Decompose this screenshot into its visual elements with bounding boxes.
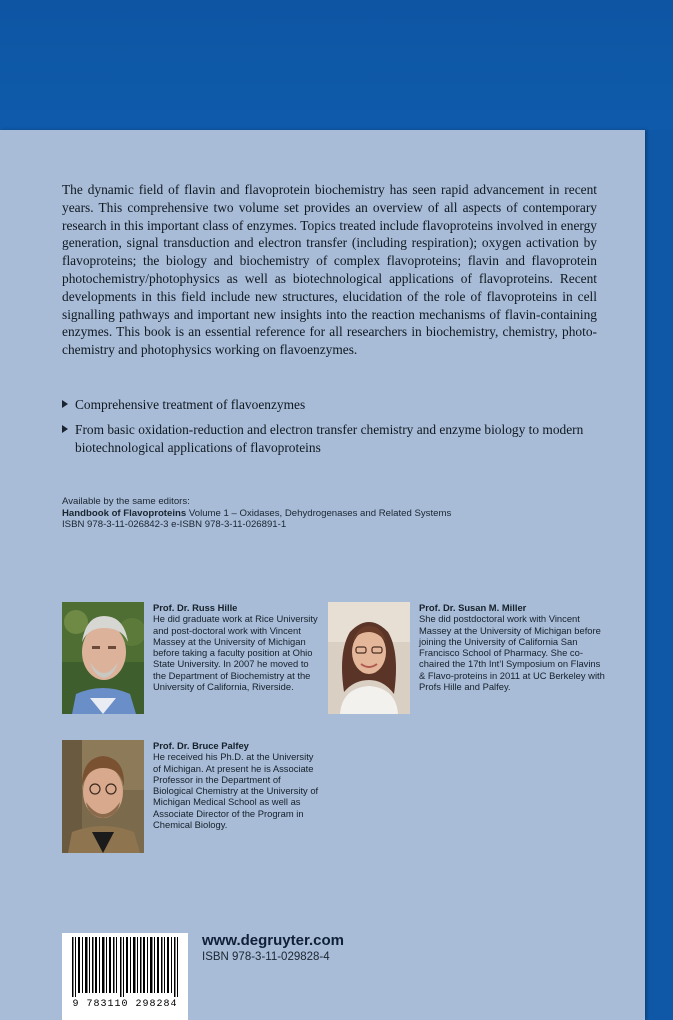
feature-text: From basic oxidation-reduction and electron transfer chemistry and enzyme biology to modern biotechnological applications of flavoproteins <box>75 421 584 455</box>
portrait-image <box>62 740 144 853</box>
isbn-barcode <box>62 933 188 1020</box>
same-editors-note <box>62 496 582 531</box>
feature-item <box>62 396 602 414</box>
author-name: Prof. Dr. Russ Hille <box>153 602 238 613</box>
author-bio <box>153 740 323 830</box>
author-name: Prof. Dr. Bruce Palfey <box>153 740 249 751</box>
isbn-label: ISBN 978-3-11-029828-4 <box>202 951 330 963</box>
author-photo <box>62 740 144 853</box>
author-bio-text: She did postdoctoral work with Vincent Massey at the University of Michigan before joining the University of California San Francisco School of Pharmacy. She co-chaired the 17th Int’l Symposium on Flavins & Flavo-proteins in 2011 at UC Berkeley with Profs Hille and Palfey. <box>419 613 605 693</box>
cover-top-band <box>0 0 673 130</box>
barcode-bars <box>62 933 188 999</box>
book-description: The dynamic field of flavin and flavoprotein biochemistry has seen rapid advancement in recent years. This comprehensive two volume set provides an overview of all aspects of contemporary research in this important class of enzymes. Topics treated include flavoproteins involved in energy generation, signal transduction and electron transfer (including respiration); oxygen activation by flavoproteins; the biology and biochemistry of complex flavoproteins; flavin and flavoprotein photochemistry/photophysics as well as biotechnological applications of flavoproteins. Recent developments in this field include new structures, elucidation of the role of flavoproteins in cell signalling pathways and important new insights into the reaction mechanisms of flavin-containing enzymes. This book is an essential reference for all researchers in biochemistry, chemistry, photo-chemistry and photophysics working on flavoenzymes. <box>62 182 597 358</box>
triangle-bullet-icon <box>62 400 68 408</box>
related-volume-subtitle: Volume 1 – Oxidases, Dehydrogenases and Related Systems <box>186 507 452 519</box>
portrait-image <box>328 602 410 714</box>
author-photo <box>62 602 144 714</box>
publisher-url[interactable]: www.degruyter.com <box>202 932 344 949</box>
author-bio-text: He received his Ph.D. at the University of Michigan. At present he is Associate Professor in the Department of Biological Chemistry at the University of Michigan Medical School as well as Associate Director of the Program in Chemical Biology. <box>153 751 319 831</box>
author-bio <box>153 602 323 692</box>
related-volume-title <box>62 508 582 520</box>
cover-right-band <box>645 130 673 1020</box>
barcode-number: 9 783110 298284 <box>72 999 178 1010</box>
feature-list <box>62 396 602 463</box>
same-editors-intro: Available by the same editors: <box>62 496 190 507</box>
author-bio-text: He did graduate work at Rice University and post-doctoral work with Vincent Massey at the University of Michigan before taking a faculty position at Ohio State University. In 2007 he moved to the Department of Biochemistry at the University of California, Riverside. <box>153 613 318 693</box>
portrait-image <box>62 602 144 714</box>
author-name: Prof. Dr. Susan M. Miller <box>419 602 527 613</box>
related-volume-isbn: ISBN 978-3-11-026842-3 e-ISBN 978-3-11-026891-1 <box>62 519 287 530</box>
author-bio <box>419 602 609 692</box>
feature-text: Comprehensive treatment of flavoenzymes <box>75 397 306 412</box>
author-photo <box>328 602 410 714</box>
related-volume-name: Handbook of Flavoproteins <box>62 507 187 519</box>
feature-item <box>62 421 602 457</box>
triangle-bullet-icon <box>62 425 68 433</box>
